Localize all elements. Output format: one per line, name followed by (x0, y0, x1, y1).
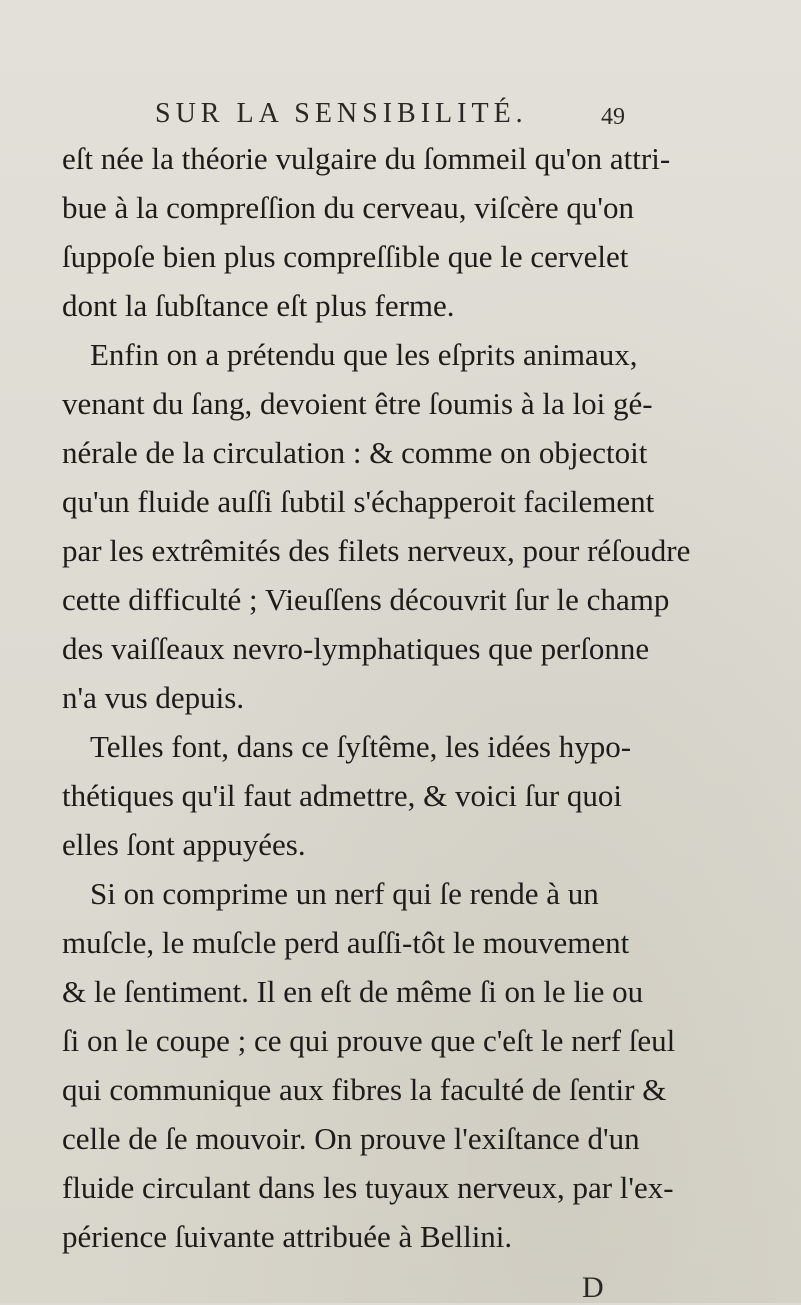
text-line: venant du ſang, devoient être ſoumis à la loi gé- (62, 386, 653, 421)
text-line: périence ſuivante attribuée à Bellini. (62, 1219, 513, 1254)
text-line: eſt née la théorie vulgaire du ſommeil qu'on attri- (62, 141, 671, 176)
paragraph-start-line: Si on comprime un nerf qui ſe rende à un (90, 876, 599, 911)
text-line: nérale de la circulation : & comme on objectoit (62, 435, 648, 470)
text-line: cette difficulté ; Vieuſſens découvrit ſur le champ (62, 582, 670, 617)
running-title: SUR LA SENSIBILITÉ. (155, 98, 528, 129)
text-line: fluide circulant dans les tuyaux nerveux, par l'ex- (62, 1170, 674, 1205)
page-number: 49 (601, 104, 625, 130)
signature-mark: D (582, 1271, 604, 1304)
text-line: muſcle, le muſcle perd auſſi-tôt le mouvement (62, 925, 630, 960)
text-line: dont la ſubſtance eſt plus ferme. (62, 288, 455, 323)
text-line: ſuppoſe bien plus compreſſible que le cervelet (62, 239, 629, 274)
page-header (155, 98, 625, 138)
text-line: qui communique aux fibres la faculté de ſentir & (62, 1072, 667, 1107)
text-line: bue à la compreſſion du cerveau, viſcère qu'on (62, 190, 634, 225)
text-line: elles ſont appuyées. (62, 827, 306, 862)
text-line: thétiques qu'il faut admettre, & voici ſur quoi (62, 778, 623, 813)
text-line: ſi on le coupe ; ce qui prouve que c'eſt le nerf ſeul (62, 1023, 676, 1058)
paragraph-start-line: Enfin on a prétendu que les eſprits animaux, (90, 337, 638, 372)
text-line: qu'un fluide auſſi ſubtil s'échapperoit facilement (62, 484, 655, 519)
text-line: & le ſentiment. Il en eſt de même ſi on le lie ou (62, 974, 644, 1009)
text-line: celle de ſe mouvoir. On prouve l'exiſtance d'un (62, 1121, 640, 1156)
text-line: des vaiſſeaux nevro-lymphatiques que perſonne (62, 631, 650, 666)
paragraph-start-line: Telles font, dans ce ſyſtême, les idées hypo- (90, 729, 632, 764)
text-line: n'a vus depuis. (62, 680, 245, 715)
text-line: par les extrêmités des filets nerveux, pour réſoudre (62, 533, 691, 568)
